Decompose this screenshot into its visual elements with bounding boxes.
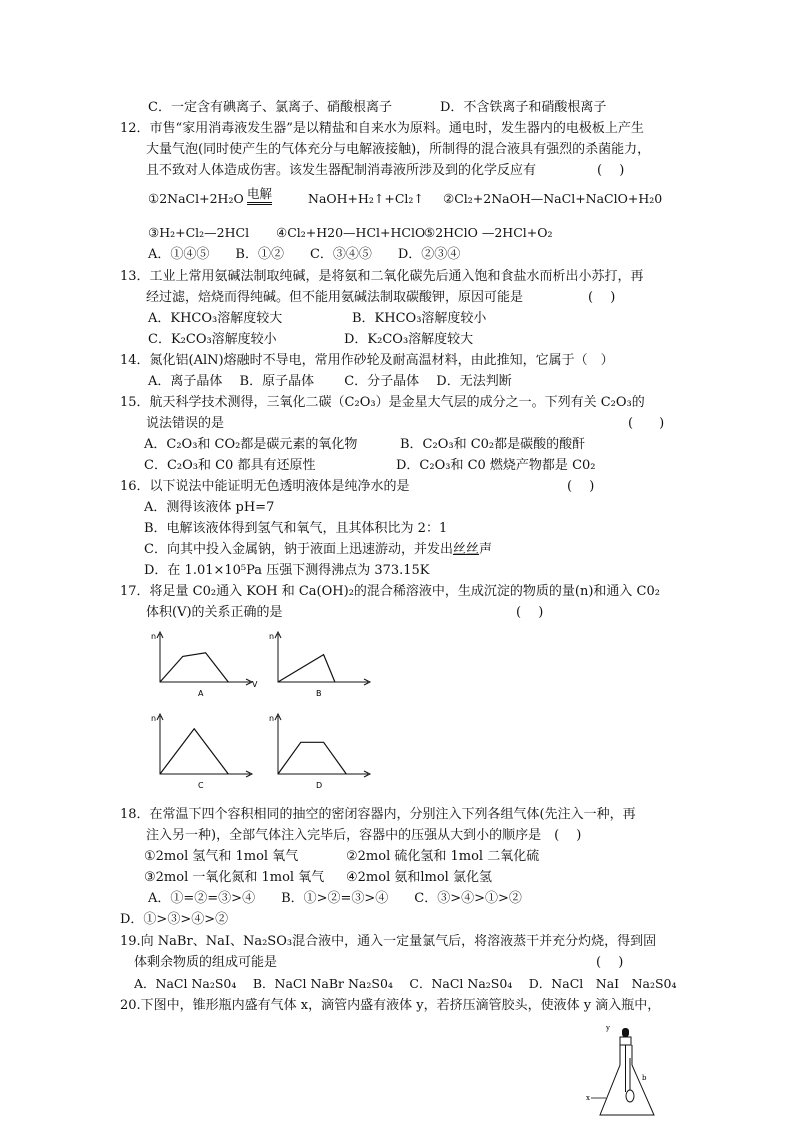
y-axis-label: n bbox=[269, 632, 275, 641]
graph-d-svg bbox=[268, 710, 378, 792]
q18-item4: ④2mol 氨和lmol 氯化氢 bbox=[346, 870, 492, 885]
q16-option-c bbox=[144, 541, 492, 559]
axes bbox=[160, 716, 250, 774]
q18-line2: 注入另一种)，全部气体注入完毕后，容器中的压强从大到小的顺序是 ( ) bbox=[146, 828, 582, 843]
q15-line1: 15．航天科学技术测得，三氧化二碳（C₂O₃）是金星大气层的成分之一。下列有关 C₂O₃的 bbox=[120, 395, 645, 410]
q14-line1: 14．氮化铝(AlN)熔融时不导电，常用作砂轮及耐高温材料，由此推知，它属于（ ） bbox=[120, 353, 614, 368]
q16-option-d: D．在 1.01×10⁵Pa 压强下测得沸点为 373.15K bbox=[144, 563, 430, 578]
q12-eq2: ②Cl₂+2NaOH—NaCl+NaClO+H₂0 bbox=[443, 191, 663, 206]
q18-options: A．①=②=③>④ B．①>②=③>④ C．③>④>①>② bbox=[148, 891, 522, 906]
flask-apparatus-svg bbox=[584, 1020, 674, 1120]
y-axis-label: n bbox=[269, 714, 275, 723]
q18-option-d: D．①>③>④>② bbox=[120, 912, 229, 927]
q12-line1: 12．市售“家用消毒液发生器”是以精盐和自来水为原料。通电时，发生器内的电极板上产生 bbox=[120, 121, 644, 136]
q13-paren: ( ) bbox=[588, 290, 616, 305]
q12-paren: ( ) bbox=[597, 163, 625, 178]
graph-a bbox=[150, 628, 260, 704]
q12-eq1-left: ①2NaCl+2H₂O bbox=[148, 191, 244, 206]
graph-a-svg bbox=[150, 628, 260, 700]
q18-item2: ②2mol 硫化氢和 1mol 二氧化硫 bbox=[346, 849, 540, 864]
graph-caption: B bbox=[316, 689, 322, 698]
stopper bbox=[620, 1037, 631, 1045]
y-axis-label: n bbox=[151, 714, 157, 723]
q15-paren: ( ) bbox=[628, 416, 665, 431]
q12-line2: 大量气泡(同时使产生的气体充分与电解液接触)，所制得的混合液具有强烈的杀菌能力， bbox=[146, 142, 651, 157]
q17-line1: 17．将足量 C0₂通入 KOH 和 Ca(OH)₂的混合稀溶液中，生成沉淀的物质的量(n)和通入 C0₂ bbox=[120, 584, 660, 599]
q17-paren: ( ) bbox=[516, 605, 544, 620]
q16-option-c-end: 声 bbox=[478, 542, 492, 557]
q16-option-b: B．电解该液体得到氢气和氧气，且其体积比为 2：1 bbox=[144, 521, 448, 536]
dropper-bulb bbox=[622, 1028, 629, 1037]
axes bbox=[160, 634, 250, 682]
series-line bbox=[278, 742, 346, 774]
q12-eq5: ⑤2HClO —2HCl+O₂ bbox=[424, 225, 553, 240]
q16-option-c-text: C．向其中投入金属钠，钠于液面上迅速游动，并发出 bbox=[144, 542, 453, 557]
q19-paren: ( ) bbox=[596, 955, 624, 970]
q17-line2: 体积(V)的关系正确的是 bbox=[146, 605, 283, 620]
q12-eq1-right: NaOH+H₂↑+Cl₂↑ bbox=[308, 191, 424, 206]
balloon bbox=[626, 1090, 634, 1102]
axes bbox=[278, 716, 368, 774]
q15-option-a: A．C₂O₃和 CO₂都是碳元素的氧化物 bbox=[144, 437, 358, 452]
graph-caption: D bbox=[316, 781, 323, 790]
q20-line1: 20.下图中，锥形瓶内盛有气体 x，滴管内盛有液体 y，若挤压滴管胶头，使液体 y 滴入瓶中， bbox=[120, 998, 661, 1013]
q15-line2: 说法错误的是 bbox=[146, 416, 225, 431]
graph-b-svg bbox=[268, 628, 378, 700]
q16-option-a: A．测得该液体 pH=7 bbox=[144, 500, 275, 515]
x-axis-label: V bbox=[252, 680, 258, 689]
q12-eq3: ③H₂+Cl₂—2HCl bbox=[148, 225, 250, 240]
graph-caption: C bbox=[198, 781, 204, 790]
q11-option-c: C．一定含有碘离子、氯离子、硝酸根离子 bbox=[148, 100, 392, 115]
q12-options: A．①④⑤ B．①② C．③④⑤ D．②③④ bbox=[148, 247, 461, 262]
graph-d bbox=[268, 710, 378, 796]
q18-item1: ①2mol 氢气和 1mol 氧气 bbox=[144, 849, 299, 864]
series-line bbox=[160, 729, 228, 774]
q18-line1: 18．在常温下四个容积相同的抽空的密闭容器内，分别注入下列各组气体(先注入一种，再 bbox=[120, 807, 636, 822]
graph-caption: A bbox=[198, 689, 204, 698]
q13-line1: 13．工业上常用氨碱法制取纯碱，是将氨和二氧化碳先后通入饱和食盐水而析出小苏打，再 bbox=[120, 269, 644, 284]
q13-option-c: C．K₂CO₃溶解度较小 bbox=[148, 332, 277, 347]
q16-paren: ( ) bbox=[567, 479, 595, 494]
axes bbox=[278, 634, 368, 682]
q15-option-c: C．C₂O₃和 C0 都具有还原性 bbox=[144, 458, 316, 473]
q16-line1: 16．以下说法中能证明无色透明液体是纯净水的是 bbox=[120, 479, 410, 494]
q12-eq1-condition: 电解 bbox=[247, 186, 272, 205]
series-line bbox=[160, 653, 228, 682]
graph-c-svg bbox=[150, 710, 260, 792]
label-y: y bbox=[606, 1024, 610, 1032]
q12-eq4: ④Cl₂+H20—HCl+HClO bbox=[276, 225, 426, 240]
q16-option-c-underlined: 丝丝 bbox=[452, 542, 479, 557]
graph-c bbox=[150, 710, 260, 796]
q14-options: A．离子晶体 B．原子晶体 C．分子晶体 D．无法判断 bbox=[148, 374, 512, 389]
q19-line2: 体剩余物质的组成可能是 bbox=[134, 955, 278, 970]
q13-line2: 经过滤，焙烧而得纯碱。但不能用氨碱法制取碳酸钾，原因可能是 bbox=[146, 290, 524, 305]
series-line bbox=[278, 655, 335, 682]
q11-option-d: D．不含铁离子和硝酸根离子 bbox=[440, 100, 607, 115]
flask-apparatus bbox=[584, 1020, 674, 1124]
label-x: x bbox=[586, 1094, 590, 1102]
q15-option-b: B．C₂O₃和 C0₂都是碳酸的酸酐 bbox=[400, 437, 586, 452]
y-axis-label: n bbox=[151, 632, 157, 641]
label-b: b bbox=[642, 1074, 647, 1082]
q12-line3: 且不致对人体造成伤害。该发生器配制消毒液所涉及到的化学反应有 bbox=[146, 163, 537, 178]
q15-option-d: D．C₂O₃和 C0 燃烧产物都是 C0₂ bbox=[396, 458, 596, 473]
q13-option-a: A．KHCO₃溶解度较大 bbox=[148, 311, 283, 326]
q19-options: A．NaCl Na₂S0₄ B．NaCl NaBr Na₂S0₄ C．NaCl Na₂S0₄ D．NaCl NaI Na₂S0₄ bbox=[134, 976, 677, 991]
graph-b bbox=[268, 628, 378, 704]
q19-line1: 19.向 NaBr、NaI、Na₂SO₃混合液中，通入一定量氯气后，将溶液蒸干并充分灼烧，得到固 bbox=[120, 934, 657, 949]
q18-item3: ③2mol 一氧化氮和 1mol 氧气 bbox=[144, 870, 325, 885]
q13-option-b: B．KHCO₃溶解度较小 bbox=[352, 311, 487, 326]
q13-option-d: D．K₂CO₃溶解度较大 bbox=[344, 332, 474, 347]
